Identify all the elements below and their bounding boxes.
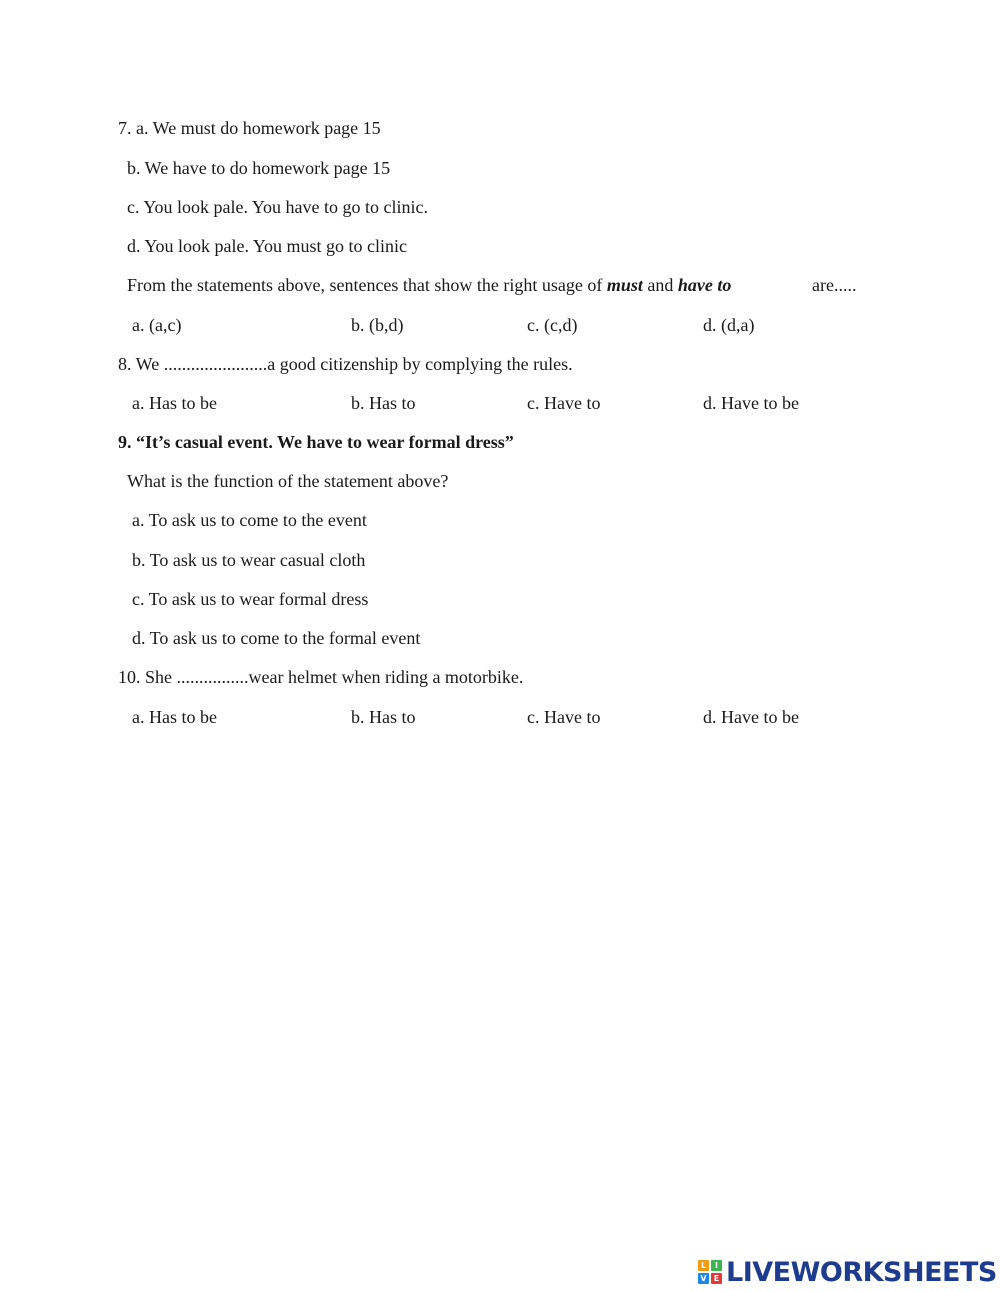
q8-option-c[interactable]: c. Have to [527, 393, 601, 413]
q8-option-d[interactable]: d. Have to be [703, 393, 799, 413]
q7-statement-a: 7. a. We must do homework page 15 [118, 118, 381, 138]
logo-blocks-icon [698, 1260, 722, 1284]
logo-text: LIVEWORKSHEETS [726, 1256, 997, 1288]
q7-option-b[interactable]: b. (b,d) [351, 315, 404, 335]
q8-text: 8. We .......................a good citizenship by complying the rules. [118, 354, 573, 374]
q9-option-c[interactable]: c. To ask us to wear formal dress [132, 589, 369, 609]
q7-and: and [642, 275, 678, 295]
q10-option-c[interactable]: c. Have to [527, 707, 601, 727]
logo-block-e: E [711, 1273, 722, 1284]
q7-statement-d: d. You look pale. You must go to clinic [127, 236, 408, 256]
q8-option-a[interactable]: a. Has to be [132, 393, 217, 413]
logo-block-l: L [698, 1260, 709, 1271]
q7-must: must [606, 275, 643, 295]
q7-option-d[interactable]: d. (d,a) [703, 315, 755, 335]
q9-text: 9. “It’s casual event. We have to wear formal dress” [118, 432, 514, 452]
q10-text: 10. She ................wear helmet when riding a motorbike. [118, 667, 524, 687]
q10-option-d[interactable]: d. Have to be [703, 707, 799, 727]
logo-block-i: I [711, 1260, 722, 1271]
q9-option-d[interactable]: d. To ask us to come to the formal event [132, 628, 421, 648]
liveworksheets-logo [698, 1257, 997, 1287]
q10-option-a[interactable]: a. Has to be [132, 707, 217, 727]
q7-stem-tail: are..... [812, 275, 857, 295]
q7-stem [127, 274, 731, 296]
q8-option-b[interactable]: b. Has to [351, 393, 416, 413]
q7-option-a[interactable]: a. (a,c) [132, 315, 182, 335]
q7-have-to: have to [677, 275, 732, 295]
q7-statement-c: c. You look pale. You have to go to clinic. [127, 197, 428, 217]
q7-stem-text: From the statements above, sentences that show the right usage of [127, 275, 607, 295]
logo-block-v: V [698, 1273, 709, 1284]
q9-question: What is the function of the statement above? [127, 471, 449, 491]
q7-statement-b: b. We have to do homework page 15 [127, 158, 391, 178]
q9-option-a[interactable]: a. To ask us to come to the event [132, 510, 367, 530]
q9-option-b[interactable]: b. To ask us to wear casual cloth [132, 550, 366, 570]
q10-option-b[interactable]: b. Has to [351, 707, 416, 727]
q7-option-c[interactable]: c. (c,d) [527, 315, 578, 335]
